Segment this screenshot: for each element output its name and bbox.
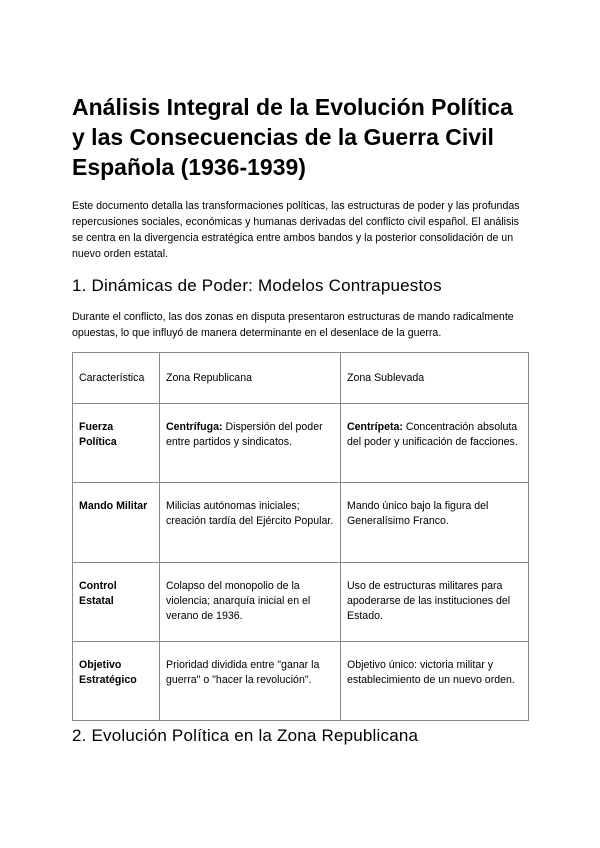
cell-text: Uso de estructuras militares para apoderarse de las instituciones del Estado.	[347, 580, 511, 622]
cell-text: Objetivo único: victoria militar y establecimiento de un nuevo orden.	[347, 659, 515, 686]
sublevada-cell	[341, 563, 529, 642]
section-1-paragraph: Durante el conflicto, las dos zonas en disputa presentaron estructuras de mando radicalmente opuestas, lo que influyó de manera determinante en el desenlace de la guerra.	[72, 311, 514, 339]
table-header-cell: Característica	[73, 353, 160, 404]
table-header-row	[73, 353, 529, 404]
table-row	[73, 563, 529, 642]
table-row	[73, 404, 529, 483]
table-header-cell: Zona Sublevada	[341, 353, 529, 404]
republican-cell	[160, 642, 341, 721]
table-row	[73, 483, 529, 563]
table-header-cell: Zona Republicana	[160, 353, 341, 404]
cell-text: Colapso del monopolio de la violencia; anarquía inicial en el verano de 1936.	[166, 580, 311, 622]
sublevada-cell	[341, 483, 529, 563]
row-label: Control Estatal	[73, 563, 160, 642]
cell-text: Dispersión del poder entre partidos y sindicatos.	[166, 421, 323, 448]
row-label: Fuerza Política	[73, 404, 160, 483]
cell-bold-term: Centrífuga:	[166, 421, 223, 433]
sublevada-cell	[341, 404, 529, 483]
row-label: Mando Militar	[73, 483, 160, 563]
republican-cell	[160, 483, 341, 563]
cell-text: Concentración absoluta del poder y unificación de facciones.	[347, 421, 518, 448]
republican-cell	[160, 563, 341, 642]
document-title: Análisis Integral de la Evolución Política y las Consecuencias de la Guerra Civil Española (1936-1939)	[72, 94, 513, 180]
cell-text: Milicias autónomas iniciales; creación tardía del Ejército Popular.	[166, 500, 334, 527]
intro-paragraph: Este documento detalla las transformaciones políticas, las estructuras de poder y las profundas repercusiones sociales, económicas y humanas derivadas del conflicto civil español. El análisis se centra en la divergencia estratégica entre ambos bandos y la posterior consolidación de un nuevo orden estatal.	[72, 200, 520, 260]
section-2-heading: 2. Evolución Política en la Zona Republicana	[72, 726, 419, 745]
table-row	[73, 642, 529, 721]
cell-bold-term: Centrípeta:	[347, 421, 403, 433]
row-label: Objetivo Estratégico	[73, 642, 160, 721]
section-1-heading: 1. Dinámicas de Poder: Modelos Contrapuestos	[72, 276, 442, 295]
cell-text: Prioridad dividida entre "ganar la guerra" o "hacer la revolución".	[166, 659, 320, 686]
sublevada-cell	[341, 642, 529, 721]
republican-cell	[160, 404, 341, 483]
cell-text: Mando único bajo la figura del Generalísimo Franco.	[347, 500, 489, 527]
comparison-table	[72, 352, 529, 721]
